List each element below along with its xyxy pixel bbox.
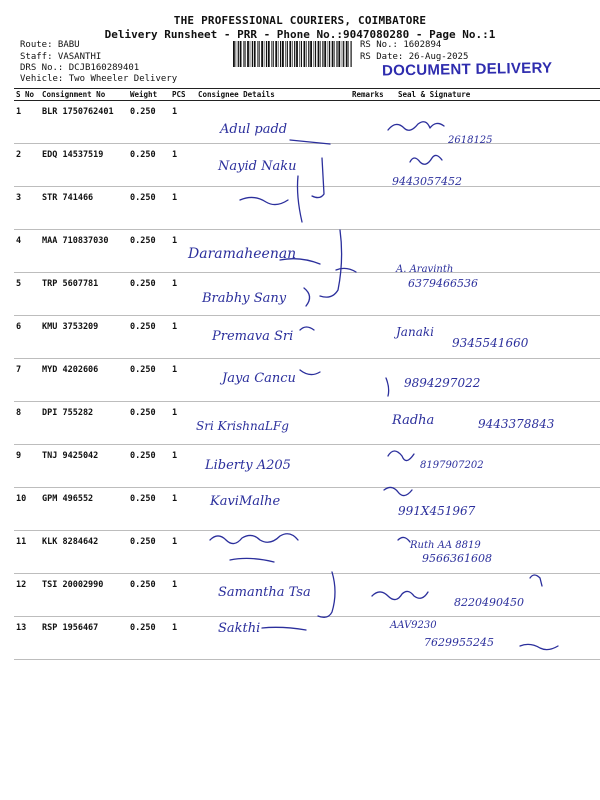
sig-seal-11: Ruth AA 8819 xyxy=(410,540,481,551)
table-row xyxy=(14,359,600,402)
sig-seal-8: Radha xyxy=(392,413,435,428)
row-pcs: 1 xyxy=(170,359,196,402)
col-consignment: Consignment No xyxy=(40,89,128,101)
row-details xyxy=(196,359,350,402)
row-weight: 0.250 xyxy=(128,187,170,230)
row-details xyxy=(196,402,350,445)
sig-details-9: Liberty A205 xyxy=(205,458,291,473)
row-weight: 0.250 xyxy=(128,101,170,144)
sig-seal-9: 8197907202 xyxy=(420,460,484,471)
vehicle-label: Vehicle: Two Wheeler Delivery xyxy=(20,74,178,84)
row-details xyxy=(196,617,350,660)
sig-details-5: Brabhy Sany xyxy=(202,291,287,306)
row-sno: 6 xyxy=(14,316,40,359)
row-seal xyxy=(396,316,600,359)
runsheet-subtitle: Delivery Runsheet - PRR - Phone No.:9047080280 - Page No.:1 xyxy=(104,28,496,41)
row-sno: 13 xyxy=(14,617,40,660)
barcode-image xyxy=(232,41,354,69)
row-details xyxy=(196,144,350,187)
drs-number: DRS No.: DCJB160289401 xyxy=(20,63,140,73)
col-seal: Seal & Signature xyxy=(396,89,600,101)
sig-seal-11-phone: 9566361608 xyxy=(422,552,492,565)
row-consignment: EDQ 14537519 xyxy=(40,144,128,187)
row-pcs: 1 xyxy=(170,402,196,445)
table-row xyxy=(14,144,600,187)
row-sno: 9 xyxy=(14,445,40,488)
table-row xyxy=(14,187,600,230)
row-weight: 0.250 xyxy=(128,574,170,617)
sig-seal-6-phone: 9345541660 xyxy=(452,336,529,350)
row-seal xyxy=(396,273,600,316)
meta-right xyxy=(360,40,468,63)
row-remarks xyxy=(350,574,396,617)
row-weight: 0.250 xyxy=(128,144,170,187)
row-sno: 10 xyxy=(14,488,40,531)
row-pcs: 1 xyxy=(170,230,196,273)
row-details xyxy=(196,187,350,230)
row-sno: 8 xyxy=(14,402,40,445)
sig-details-1: Adul padd xyxy=(220,122,288,137)
row-weight: 0.250 xyxy=(128,445,170,488)
sig-details-12: Samantha Tsa xyxy=(218,585,311,600)
table-row xyxy=(14,445,600,488)
sig-seal-13: AAV9230 xyxy=(390,620,437,631)
row-remarks xyxy=(350,488,396,531)
row-weight: 0.250 xyxy=(128,617,170,660)
sig-seal-10: 991X451967 xyxy=(398,504,476,518)
row-sno: 12 xyxy=(14,574,40,617)
row-remarks xyxy=(350,316,396,359)
table-row xyxy=(14,101,600,144)
sig-details-4: Daramaheenan xyxy=(188,246,297,262)
row-weight: 0.250 xyxy=(128,359,170,402)
sig-seal-5-phone: 6379466536 xyxy=(408,277,478,290)
sig-details-2: Nayid Naku xyxy=(218,159,297,174)
row-remarks xyxy=(350,402,396,445)
table-header-row xyxy=(14,89,600,101)
row-details xyxy=(196,531,350,574)
row-consignment: TRP 5607781 xyxy=(40,273,128,316)
rs-number: RS No.: 1602894 xyxy=(360,40,442,50)
row-remarks xyxy=(350,144,396,187)
row-weight: 0.250 xyxy=(128,402,170,445)
row-sno: 7 xyxy=(14,359,40,402)
sig-seal-8-phone: 9443378843 xyxy=(478,417,555,431)
row-seal xyxy=(396,230,600,273)
row-seal xyxy=(396,531,600,574)
staff-label: Staff: VASANTHI xyxy=(20,51,102,62)
row-consignment: KLK 8284642 xyxy=(40,531,128,574)
runsheet-table xyxy=(14,88,600,660)
document-delivery-stamp: DOCUMENT DELIVERY xyxy=(381,59,553,80)
sig-seal-12: 8220490450 xyxy=(454,596,524,609)
row-seal xyxy=(396,359,600,402)
row-pcs: 1 xyxy=(170,617,196,660)
col-weight: Weight xyxy=(128,89,170,101)
row-seal xyxy=(396,402,600,445)
row-details xyxy=(196,230,350,273)
row-sno: 5 xyxy=(14,273,40,316)
sig-details-13: Sakthi xyxy=(218,621,261,636)
table-row xyxy=(14,574,600,617)
row-sno: 3 xyxy=(14,187,40,230)
row-details xyxy=(196,316,350,359)
row-remarks xyxy=(350,273,396,316)
row-seal xyxy=(396,617,600,660)
sig-details-7: Jaya Cancu xyxy=(222,371,296,386)
row-details xyxy=(196,445,350,488)
sig-seal-6: Janaki xyxy=(396,325,434,339)
row-sno: 2 xyxy=(14,144,40,187)
row-consignment: TNJ 9425042 xyxy=(40,445,128,488)
row-details xyxy=(196,488,350,531)
row-weight: 0.250 xyxy=(128,316,170,359)
col-details: Consignee Details xyxy=(196,89,350,101)
row-consignment: DPI 755282 xyxy=(40,402,128,445)
sig-seal-7: 9894297022 xyxy=(404,376,481,390)
row-consignment: BLR 1750762401 xyxy=(40,101,128,144)
row-pcs: 1 xyxy=(170,273,196,316)
row-pcs: 1 xyxy=(170,187,196,230)
row-pcs: 1 xyxy=(170,574,196,617)
table-row xyxy=(14,316,600,359)
sig-seal-5: A. Aravinth xyxy=(396,264,454,275)
row-seal xyxy=(396,187,600,230)
row-sno: 11 xyxy=(14,531,40,574)
table-row xyxy=(14,617,600,660)
table-row xyxy=(14,230,600,273)
route-label: Route: BABU xyxy=(20,40,80,50)
row-sno: 4 xyxy=(14,230,40,273)
sig-seal-1: 2618125 xyxy=(448,135,493,146)
row-pcs: 1 xyxy=(170,488,196,531)
row-remarks xyxy=(350,531,396,574)
row-consignment: MYD 4202606 xyxy=(40,359,128,402)
row-seal xyxy=(396,574,600,617)
col-pcs: PCS xyxy=(170,89,196,101)
row-remarks xyxy=(350,445,396,488)
company-title: THE PROFESSIONAL COURIERS, COIMBATORE xyxy=(173,14,427,27)
meta-left xyxy=(20,40,139,75)
row-remarks xyxy=(350,230,396,273)
row-seal xyxy=(396,101,600,144)
sig-seal-2: 9443057452 xyxy=(392,175,462,188)
sig-seal-13-phone: 7629955245 xyxy=(424,636,494,649)
row-details xyxy=(196,574,350,617)
row-consignment: STR 741466 xyxy=(40,187,128,230)
row-remarks xyxy=(350,187,396,230)
row-remarks xyxy=(350,617,396,660)
rs-date: RS Date: 26-Aug-2025 xyxy=(360,51,469,62)
row-weight: 0.250 xyxy=(128,531,170,574)
table-row xyxy=(14,531,600,574)
row-seal xyxy=(396,488,600,531)
row-weight: 0.250 xyxy=(128,488,170,531)
row-pcs: 1 xyxy=(170,445,196,488)
row-remarks xyxy=(350,359,396,402)
row-remarks xyxy=(350,101,396,144)
table-row xyxy=(14,402,600,445)
row-pcs: 1 xyxy=(170,144,196,187)
row-consignment: TSI 20002990 xyxy=(40,574,128,617)
row-details xyxy=(196,101,350,144)
row-sno: 1 xyxy=(14,101,40,144)
row-consignment: KMU 3753209 xyxy=(40,316,128,359)
table-row xyxy=(14,488,600,531)
row-pcs: 1 xyxy=(170,101,196,144)
sig-details-8: Sri KrishnaLFg xyxy=(196,419,289,433)
row-weight: 0.250 xyxy=(128,230,170,273)
row-consignment: RSP 1956467 xyxy=(40,617,128,660)
row-seal xyxy=(396,445,600,488)
table-row xyxy=(14,273,600,316)
row-consignment: MAA 710837030 xyxy=(40,230,128,273)
row-seal xyxy=(396,144,600,187)
row-weight: 0.250 xyxy=(128,273,170,316)
row-consignment: GPM 496552 xyxy=(40,488,128,531)
sig-details-6: Premava Sri xyxy=(212,329,294,344)
row-pcs: 1 xyxy=(170,316,196,359)
row-pcs: 1 xyxy=(170,531,196,574)
col-remarks: Remarks xyxy=(350,89,396,101)
sig-details-10: KaviMalhe xyxy=(210,494,281,509)
col-sno: S No xyxy=(14,89,40,101)
row-details xyxy=(196,273,350,316)
